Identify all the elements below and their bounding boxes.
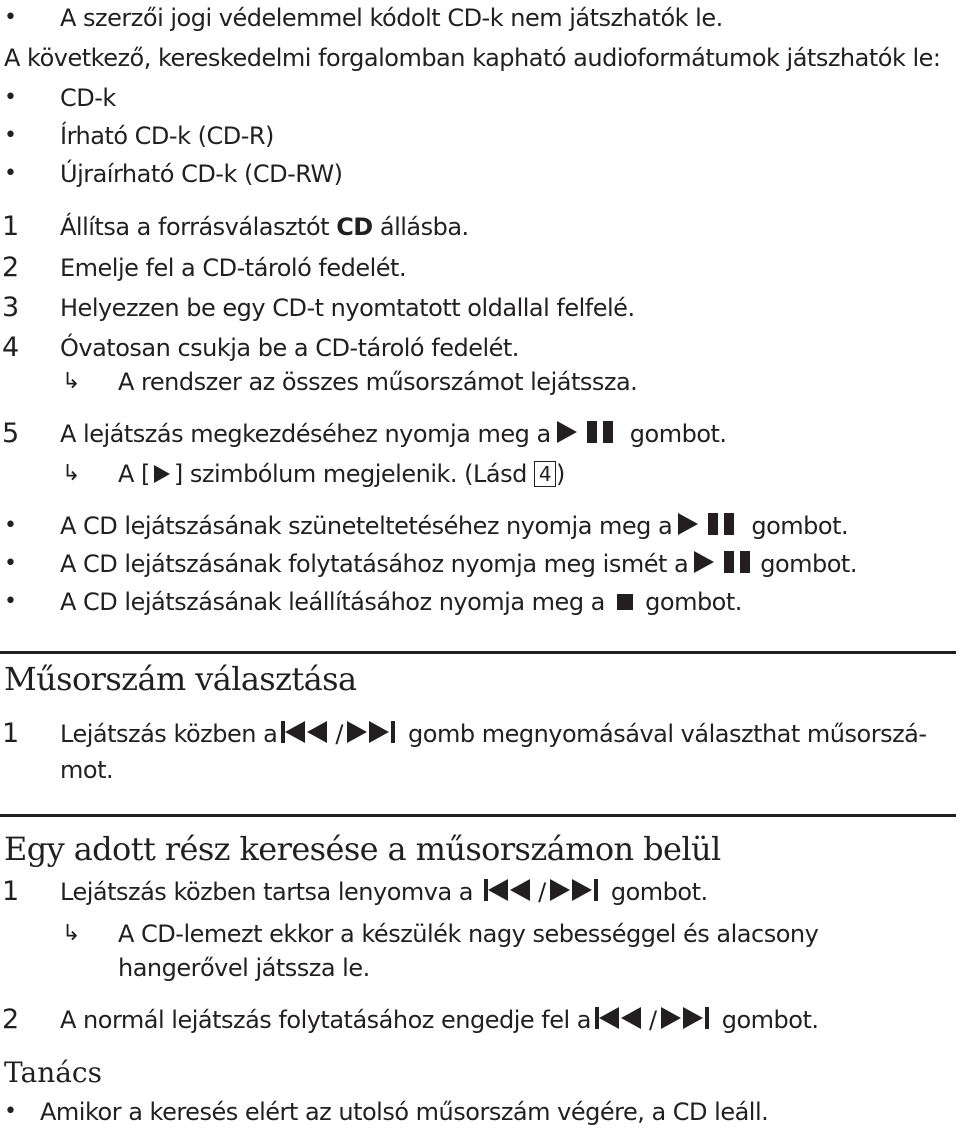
play-icon	[152, 463, 172, 485]
section-title-track-select: Műsorszám választása	[4, 660, 357, 698]
previous-icon	[279, 719, 333, 745]
next-icon	[659, 1005, 713, 1031]
previous-icon	[593, 1005, 647, 1031]
tip-title: Tanács	[4, 1056, 102, 1089]
next-icon	[345, 719, 399, 745]
cd-source-label: CD	[336, 213, 373, 241]
section-title-search: Egy adott rész keresése a műsorszámon belül	[4, 830, 721, 868]
play-pause-icon	[674, 511, 742, 537]
play-pause-icon	[553, 419, 621, 445]
play-pause-icon	[690, 549, 758, 575]
previous-icon	[482, 877, 536, 903]
stop-icon	[614, 591, 636, 613]
figure-reference: 4	[534, 461, 556, 487]
section-divider	[0, 814, 956, 817]
section-divider	[0, 651, 956, 654]
result-arrow-icon: ↳	[62, 921, 80, 946]
result-arrow-icon: ↳	[62, 461, 80, 486]
next-icon	[548, 877, 602, 903]
result-arrow-icon: ↳	[62, 369, 80, 394]
